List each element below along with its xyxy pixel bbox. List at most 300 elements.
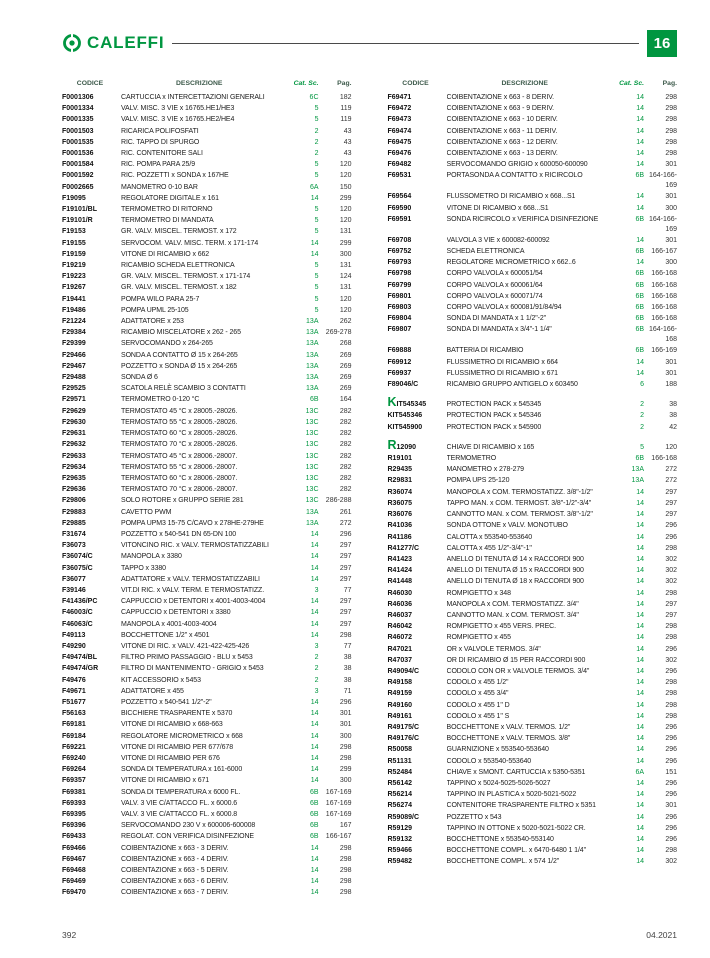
product-code: R36076 [387,511,413,519]
section-initial-letter: R [387,437,397,452]
catalog-section-ref: 6B [635,270,644,278]
catalog-section-ref: 6C [309,94,319,101]
table-row [62,663,352,674]
catalog-section-ref: 14 [636,623,644,631]
table-row [388,464,678,475]
product-code: F0001584 [62,161,94,169]
product-code: F89046/C [387,381,419,389]
page-ref: 119 [340,105,352,113]
product-code: F36077 [62,575,86,583]
page-ref: 297 [665,511,677,519]
product-description: RIC. POMPA PARA 25/9 [121,161,195,169]
catalog-section-ref: 13A [306,329,319,337]
product-description: REGOLAT. CON VERIFICA DISINFEZIONE [121,833,254,841]
catalog-section-ref: 14 [636,161,644,169]
product-code: R47021 [387,645,413,653]
page-ref: 301 [339,710,352,718]
page-ref: 269 [339,385,352,393]
catalog-section-ref: 14 [310,844,319,852]
product-code: F69807 [387,326,412,334]
table-row [388,137,678,148]
catalog-section-ref: 6 [640,381,644,389]
product-code: R50058 [387,746,413,754]
catalog-section-ref: 14 [310,732,319,740]
catalog-section-ref: 14 [636,555,644,563]
catalog-section-ref: 14 [636,589,644,597]
product-description: VALV. 3 VIE C/ATTACCO FL. x 6000.8 [121,811,238,818]
product-code: F69888 [387,347,412,355]
product-description: TAPPO x 3380 [121,564,166,572]
product-description: VITONE DI RICAMBIO x 662 [121,250,210,258]
page-number: 392 [62,930,77,940]
page-ref: 298 [665,150,677,158]
page-ref: 131 [339,228,352,236]
product-description: SONDA DI TEMPERATURA x 161-6000 [121,766,243,774]
page-ref: 166-168 [651,304,677,312]
catalog-section-ref: 13A [631,477,644,485]
table-row [62,406,352,417]
table-row [62,630,352,641]
table-row [388,666,678,677]
product-code: R29831 [387,477,413,485]
product-code: F56163 [62,710,86,718]
product-code: F49671 [62,687,86,695]
product-description: RIC. TAPPO DI SPURGO [121,138,200,146]
page-ref: 301 [665,161,677,169]
table-row [62,338,352,349]
page-ref: 297 [665,499,677,507]
catalog-section-ref: 14 [310,194,319,202]
table-row [388,191,678,202]
product-description: RIC. POZZETTI x SONDA x 167HE [121,172,229,180]
product-code: F29883 [62,508,86,516]
product-code: F69381 [62,788,86,796]
table-row [62,350,352,361]
product-description: VALV. 3 VIE C/ATTACCO FL. x 6000.6 [121,799,238,807]
catalog-section-ref: 3 [314,687,319,695]
table-row [62,226,352,237]
product-description: MANOPOLA x COM. TERMOSTATIZZ. 3/8"-1/2" [446,488,593,496]
product-description: VITONE DI RICAMBIO PER 677/678 [121,743,234,751]
page-ref: 296 [665,746,677,754]
table-row [62,282,352,293]
table-row [388,599,678,610]
caleffi-logo-icon [62,33,82,53]
table-row [388,268,678,279]
catalog-section-ref: 14 [310,754,319,762]
product-code: F69482 [387,161,412,169]
catalog-section-ref: 2 [314,665,319,673]
product-description: SERVOCOM. VALV. MISC. TERM. x 171-174 [121,239,259,247]
table-row [62,787,352,798]
product-description: CHIAVE x SMONT. CARTUCCIA x 5350-5351 [446,768,586,776]
rows-container-left [62,92,352,899]
table-row [62,764,352,775]
product-description: RICAMBIO GRUPPO ANTIGELO x 603450 [446,381,578,389]
product-code: F69468 [62,867,86,875]
product-description: POMPA WILO PARA 25-7 [121,295,200,303]
product-code: F19486 [62,306,86,314]
table-row [62,607,352,618]
product-code: F69799 [387,281,412,289]
product-description: BOCCHETTONE x VALV. TERMOS. 3/8" [446,735,571,743]
product-code: R52484 [387,768,413,776]
page-ref: 298 [665,589,677,597]
product-code: F69793 [387,259,412,267]
page-ref: 166-168 [651,270,677,278]
page-ref: 167-169 [325,788,352,796]
table-row [62,697,352,708]
catalog-section-ref: 6B [635,455,644,463]
product-description: POZZETTO x 543 [446,813,502,821]
catalog-section-ref: 14 [636,511,644,519]
table-row [388,823,678,834]
page-ref: 297 [339,598,352,606]
product-description: MANOMETRO x 278-279 [446,466,524,474]
table-row [62,462,352,473]
table-row [62,798,352,809]
column-header-codice: CODICE [76,80,104,87]
table-row [388,422,678,433]
product-code: F19101/BL [62,206,98,214]
catalog-section-ref: 13A [306,374,319,382]
catalog-section-ref: 13C [305,452,319,460]
product-code: R46072 [387,634,413,642]
page-ref: 150 [339,183,352,191]
product-description: POZZETTO x 540-541 1/2"-2" [121,698,212,706]
page-ref: 167-169 [325,799,352,807]
product-description: BATTERIA DI RICAMBIO [446,347,524,355]
product-description: GR. VALV. MISCEL. TERMOST. x 182 [121,284,237,292]
page-ref: 296 [339,530,352,538]
column-header-pag: Pag. [662,80,677,87]
page-header [62,29,677,57]
catalog-section-ref: 14 [636,858,644,866]
catalog-section-ref: 14 [310,889,319,897]
column-header-cat-sc: Cat. Sc. [619,80,644,87]
catalog-section-ref: 6B [635,292,644,300]
product-description: CODOLO x 455 1" S [446,712,510,720]
page-ref: 300 [665,259,677,267]
product-code: F49290 [62,642,86,650]
page-ref: 298 [665,701,677,709]
page-ref: 299 [339,766,352,774]
product-code: R41277/C [387,544,420,552]
catalog-section-ref: 5 [314,116,319,124]
product-code: R49175/C [387,723,420,731]
product-description: REGOLATORE MICROMETRICO x 662..6 [446,259,576,267]
product-description: COIBENTAZIONE x 663 - 13 DERIV. [446,150,558,158]
catalog-section-ref: 14 [310,743,319,751]
page-ref: 298 [665,544,677,552]
product-description: CODOLO x 455 1" D [446,701,510,709]
page-ref: 282 [339,418,352,426]
product-code: F29467 [62,362,86,370]
product-code: F19219 [62,262,86,270]
catalog-section-ref: 13C [305,486,319,494]
product-code: F69467 [62,855,86,863]
product-description: SONDA DI MANDATA x 1 1/2"-2" [446,315,547,323]
page-ref: 302 [665,858,677,866]
product-description: VITONE DI RICAMBIO x 668-663 [121,721,223,729]
product-code: F36073 [62,542,86,550]
product-description: GR. VALV. MISCEL. TERMOST. x 171-174 [121,273,251,281]
product-code: R49176/C [387,735,420,743]
page-ref: 166-168 [651,281,677,289]
page-ref: 38 [343,665,352,673]
product-code: R41423 [387,555,413,563]
table-row [388,655,678,666]
product-description: MANOPOLA x COM. TERMOSTATIZZ. 3/4" [446,600,579,608]
page-ref: 296 [665,757,677,765]
table-row [388,257,678,268]
page-ref: 272 [665,477,677,485]
table-row [388,532,678,543]
product-code: F29634 [62,463,86,471]
page-ref: 298 [339,855,352,863]
product-description: TERMOSTATO 55 °C x 28005.-28026. [121,418,238,426]
product-code: F29399 [62,340,86,348]
product-code: F69564 [387,193,412,201]
page-ref: 282 [339,407,352,415]
product-code: F51677 [62,698,86,706]
product-code: F19155 [62,239,86,247]
table-row [388,756,678,767]
page-ref: 38 [669,412,677,420]
rows-container-right [388,92,678,868]
catalog-section-ref: 2 [314,138,319,146]
product-description: REGOLATORE DIGITALE x 161 [121,194,219,202]
table-row [62,641,352,652]
product-code: F69937 [387,369,412,377]
product-code: R41186 [387,533,412,541]
page-ref: 42 [669,423,677,431]
product-description: TERMOSTATO 70 °C x 28006.-28007. [121,486,238,494]
catalog-section-ref: 5 [640,443,644,451]
page-ref: 43 [343,138,352,146]
table-row [62,887,352,898]
product-code: F29631 [62,430,86,438]
table-row [388,711,678,722]
page-ref: 300 [339,732,352,740]
product-description: OR x VALVOLE TERMOS. 3/4" [446,645,541,653]
page-ref: 120 [339,172,352,180]
table-row [62,719,352,730]
page-ref: 298 [665,634,677,642]
table-row [388,610,678,621]
product-description: FILTRO PRIMO PASSAGGIO - BLU x 5453 [121,654,253,662]
page-ref: 297 [339,542,352,550]
product-description: ADATTATORE x 253 [121,318,184,326]
catalog-section-ref: 14 [310,710,319,718]
product-description: GR. VALV. MISCEL. TERMOST. x 172 [121,228,237,236]
catalog-section-ref: 6A [309,183,319,191]
product-code: F29632 [62,441,86,449]
page-ref: 164-166-169 [648,172,677,190]
catalog-section-ref: 14 [636,779,644,787]
table-row [388,588,678,599]
page-ref: 297 [339,553,352,561]
product-description: COIBENTAZIONE x 663 - 6 DERIV. [121,878,229,886]
product-description: SONDA OTTONE x VALV. MONOTUBO [446,522,568,530]
page-ref: 296 [665,779,677,787]
page-ref: 286-288 [325,497,352,505]
product-description: ROMPIGETTO x 348 [446,589,511,597]
product-code: F29384 [62,329,86,337]
table-row [388,677,678,688]
catalog-section-ref: 14 [310,564,319,572]
table-row [388,520,678,531]
page-ref: 297 [339,564,352,572]
page-ref: 164 [339,396,352,404]
page-ref: 43 [343,127,352,135]
catalog-section-ref: 13A [306,351,319,359]
product-code: F69393 [62,799,86,807]
product-description: REGOLATORE MICROMETRICO x 668 [121,732,243,740]
table-row [62,518,352,529]
page-ref: 269 [339,362,352,370]
page-ref: 296 [665,667,677,675]
product-code: F0001335 [62,116,94,124]
product-description: COIBENTAZIONE x 663 - 12 DERIV. [446,138,558,146]
table-row [388,126,678,137]
product-code: F29633 [62,452,86,460]
table-row [62,596,352,607]
catalog-section-ref: 14 [310,766,319,774]
page-ref: 298 [665,679,677,687]
product-code: F69471 [387,94,412,101]
product-code: F69912 [387,358,412,366]
product-code: R46030 [387,589,413,597]
product-code: R49160 [387,701,413,709]
table-row [62,92,352,103]
catalog-section-ref: 5 [314,273,319,281]
product-description: SERVOCOMANDO GRIGIO x 600050-600090 [446,161,588,169]
catalog-section-ref: 14 [636,645,644,653]
product-code: R47037 [387,656,413,664]
catalog-section-ref: 14 [636,499,644,507]
page-ref: 298 [339,867,352,875]
product-description: SOLO ROTORE x GRUPPO SERIE 281 [121,497,244,505]
product-description: TERMOMETRO [446,455,497,463]
product-description: COIBENTAZIONE x 663 - 11 DERIV. [446,127,558,135]
page-ref: 166-168 [651,315,677,323]
table-row [62,394,352,405]
product-description: RIC. CONTENITORE SALI [121,150,203,158]
product-description: VIT.DI RIC. x VALV. TERM. E TERMOSTATIZZ. [121,586,265,594]
product-description: CANNOTTO MAN. x COM. TERMOST. 3/4" [446,611,579,619]
table-row [388,744,678,755]
brand-name: CALEFFI [87,33,165,52]
table-row [388,302,678,313]
table-row [388,114,678,125]
catalog-section-ref: 14 [636,522,644,530]
page-ref: 131 [339,284,352,292]
table-row [388,246,678,257]
product-code: R59132 [387,835,413,843]
product-description: CODOLO x 455 3/4" [446,690,509,698]
page-ref: 298 [665,127,677,135]
catalog-section-ref: 14 [636,150,644,158]
table-row [388,410,678,421]
product-description: TERMOMETRO 0-120 °C [121,396,200,404]
table-row [388,767,678,778]
page-ref: 302 [665,555,677,563]
catalog-section-ref: 14 [636,712,644,720]
product-description: ANELLO DI TENUTA Ø 14 x RACCORDI 900 [446,555,584,563]
product-description: TAPPINO x 5024-5025-5026-5027 [446,779,551,787]
catalog-section-ref: 14 [636,690,644,698]
product-description: VALV. MISC. 3 VIE x 16765.HE2/HE4 [121,116,235,124]
catalog-section-ref: 6B [309,799,319,807]
product-code: F0001536 [62,150,94,158]
product-description: SCATOLA RELÈ SCAMBIO 3 CONTATTI [121,385,246,393]
product-code: R49161 [387,712,413,720]
page-ref: 272 [339,519,352,527]
page-ref: 302 [665,578,677,586]
product-code: KIT545345 [387,395,427,410]
table-row [388,632,678,643]
catalog-section-ref: 6B [309,833,319,841]
catalog-section-ref: 13C [305,430,319,438]
page-ref: 282 [339,474,352,482]
product-code: F29636 [62,486,86,494]
table-row [62,383,352,394]
page-ref: 269-278 [325,329,352,337]
table-row [388,789,678,800]
page-ref: 188 [665,381,677,389]
product-code: F46063/C [62,620,93,628]
catalog-section-ref: 6B [635,347,644,355]
product-code: KIT545900 [387,423,423,431]
column-header-cat-sc: Cat. Sc. [293,80,319,87]
product-code: F49474/BL [62,654,98,662]
page-ref: 282 [339,430,352,438]
page-ref: 38 [343,676,352,684]
product-code: R49094/C [387,667,420,675]
table-row [62,238,352,249]
table-row [62,249,352,260]
page-ref: 166-168 [651,455,677,463]
product-code: R59129 [387,824,413,832]
catalog-section-ref: 14 [310,575,319,583]
catalog-section-ref: 6B [635,215,644,223]
product-code: F69752 [387,248,412,256]
product-description: POZZETTO x 540-541 DN 65-DN 100 [121,530,237,538]
table-row [62,831,352,842]
catalog-section-ref: 5 [314,105,319,113]
catalog-section-ref: 2 [314,654,319,662]
product-code: F69801 [387,292,412,300]
catalog-section-ref: 2 [314,127,319,135]
product-code: F69466 [62,844,86,852]
catalog-section-ref: 6B [635,248,644,256]
table-row [62,103,352,114]
product-code: F46003/C [62,609,93,617]
page-ref: 301 [665,802,677,810]
table-row [62,473,352,484]
product-code: F19223 [62,273,86,281]
product-description: ANELLO DI TENUTA Ø 18 x RACCORDI 900 [446,578,584,586]
product-description: CALOTTA x 455 1/2"-3/4"-1" [446,544,532,552]
catalog-section-ref: 13C [305,441,319,449]
product-description: CORPO VALVOLA x 600051/54 [446,270,543,278]
product-description: COIBENTAZIONE x 663 - 9 DERIV. [446,105,554,113]
catalog-section-ref: 6B [309,396,319,404]
product-description: SONDA DI MANDATA x 3/4"-1 1/4" [446,326,552,334]
catalog-section-ref: 14 [636,105,644,113]
product-code: F29466 [62,351,86,359]
